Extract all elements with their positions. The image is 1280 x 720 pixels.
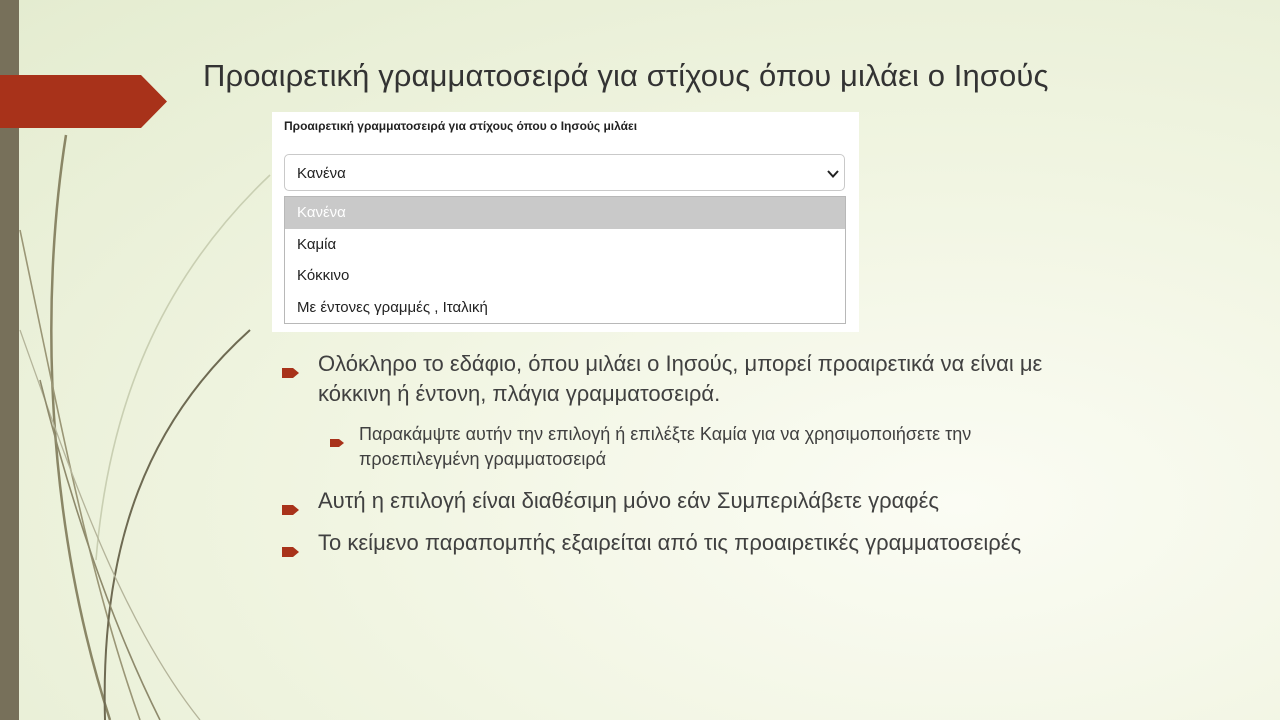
arrow-bullet-icon (330, 430, 344, 455)
bullet-line: Παρακάμψτε αυτήν την επιλογή ή επιλέξτε Καμία για να χρησιμοποιήσετε την (359, 424, 972, 444)
option-none-f[interactable] (285, 229, 845, 261)
bullet-line: Ολόκληρο το εδάφιο, όπου μιλάει ο Ιησούς, μπορεί προαιρετικά να είναι με (318, 351, 1043, 376)
bullet-line: Το κείμενο παραπομπής εξαιρείται από τις προαιρετικές γραμματοσειρές (318, 530, 1022, 555)
slide-title: Προαιρετική γραμματοσειρά για στίχους όπου μιλάει ο Ιησούς (203, 58, 1049, 93)
bullet-line: Αυτή η επιλογή είναι διαθέσιμη μόνο εάν Συμπεριλάβετε γραφές (318, 488, 939, 513)
arrow-bullet-icon (282, 536, 299, 565)
option-label: Καμία (297, 236, 337, 253)
arrow-bullet-icon (282, 494, 299, 523)
title-ribbon (0, 75, 167, 128)
option-bold-italic[interactable] (285, 292, 845, 324)
chevron-down-icon (826, 167, 840, 186)
option-label: Κόκκινο (297, 267, 350, 284)
bullet-line: προεπιλεγμένη γραμματοσειρά (359, 449, 606, 469)
font-select-value: Κανένα (297, 165, 346, 182)
option-none[interactable] (285, 197, 845, 229)
bullet-line: κόκκινη ή έντονη, πλάγια γραμματοσειρά. (318, 381, 721, 406)
font-option-label: Προαιρετική γραμματοσειρά για στίχους όπου ο Ιησούς μιλάει (284, 119, 638, 133)
option-label: Κανένα (297, 204, 346, 221)
option-red[interactable] (285, 260, 845, 292)
font-select[interactable] (284, 154, 845, 191)
font-options-list (284, 196, 846, 324)
option-label: Με έντονες γραμμές , Ιταλική (297, 299, 488, 316)
arrow-bullet-icon (282, 357, 299, 386)
dropdown-screenshot (272, 112, 859, 332)
